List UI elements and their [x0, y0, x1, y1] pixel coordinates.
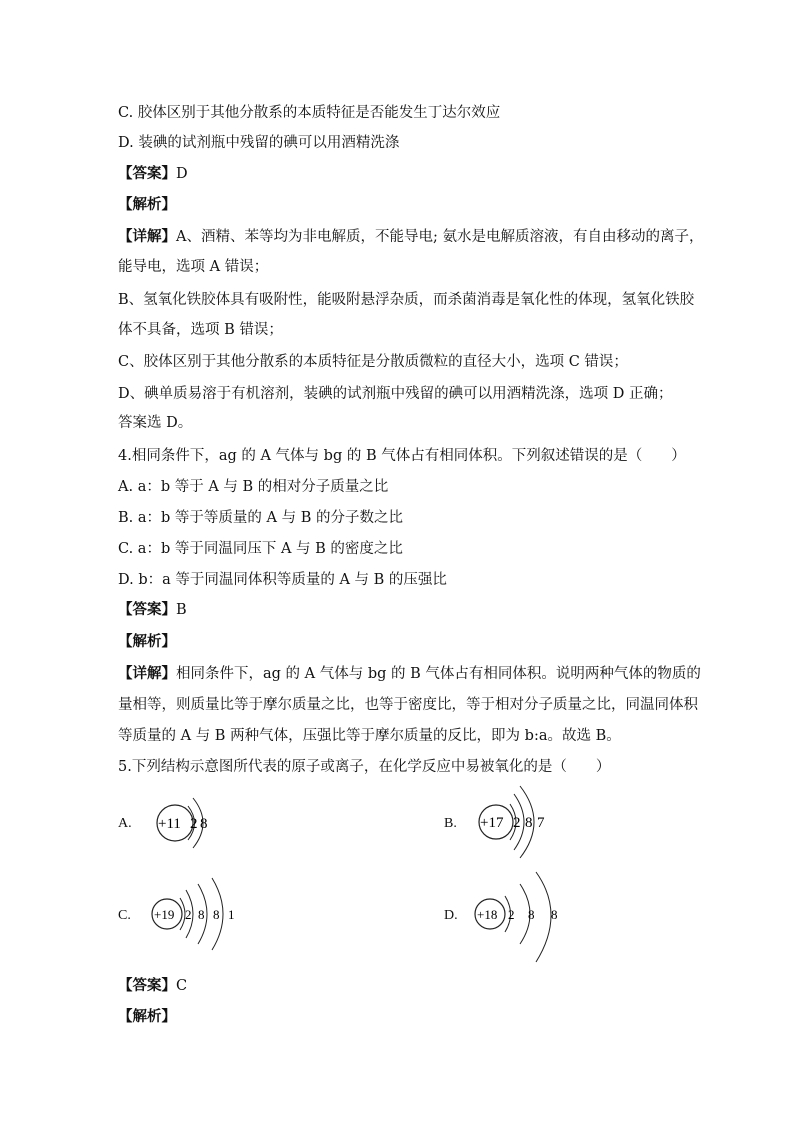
atom-diagram-c [150, 876, 250, 960]
detail-line-1 [118, 227, 703, 247]
analysis-heading-5: 【解析】 [118, 1008, 176, 1025]
shell-count: 2 [508, 907, 515, 922]
nucleus-charge: +11 [158, 816, 181, 832]
answer-tag: 【答案】 [118, 977, 176, 994]
shell-count: 2 [185, 907, 192, 922]
nucleus-charge: +18 [477, 907, 498, 922]
answer-line-4 [118, 600, 187, 620]
answer-value: D [176, 166, 188, 182]
detail-tag: 【详解】 [118, 228, 176, 245]
detail-line-2: 能导电，选项 A 错误； [118, 259, 269, 275]
detail-line-4: 体不具备，选项 B 错误； [118, 322, 283, 338]
shell-count: 1 [228, 907, 235, 922]
detail-line-5: C、胶体区别于其他分散系的本质特征是分散质微粒的直径大小，选项 C 错误； [118, 354, 628, 370]
shell-arc [536, 872, 551, 962]
answer-tag: 【答案】 [118, 165, 176, 182]
detail-text: 相同条件下，ag 的 A 气体与 bg 的 B 气体占有相同体积。说明两种气体的物质的 [176, 666, 701, 682]
q4-detail-line-3: 等质量的 A 与 B 两种气体，压强比等于摩尔质量的反比，即为 b:a。故选 B。 [118, 728, 621, 744]
option-c-text: C. 胶体区别于其他分散系的本质特征是否能发生丁达尔效应 [118, 105, 501, 121]
q4-option-d: D. b：a 等于同温同体积等质量的 A 与 B 的压强比 [118, 572, 447, 588]
answer-value: C [176, 978, 188, 994]
detail-line-3: B、氢氧化铁胶体具有吸附性，能吸附悬浮杂质，而杀菌消毒是氧化性的体现，氢氧化铁胶 [118, 292, 695, 308]
question-5: 5.下列结构示意图所代表的原子或离子，在化学反应中易被氧化的是（ ） [118, 759, 611, 775]
shell-count: 7 [537, 815, 545, 831]
shell-count: 8 [213, 907, 220, 922]
atom-diagram-b [478, 786, 578, 870]
shell-count: 8 [525, 815, 533, 831]
detail-line-7: 答案选 D。 [118, 415, 193, 431]
analysis-heading-3: 【解析】 [118, 196, 176, 213]
answer-value: B [176, 602, 187, 618]
q5-option-a-label: A. [118, 816, 132, 831]
q5-option-d-label: D. [444, 908, 458, 923]
shell-count: 2 [513, 815, 521, 831]
nucleus-charge: +17 [480, 815, 504, 831]
q5-option-c-label: C. [118, 908, 131, 923]
shell-count: 2 [190, 816, 198, 832]
answer-line-3 [118, 164, 188, 184]
q4-detail-line-2: 量相等，则质量比等于摩尔质量之比，也等于密度比，等于相对分子质量之比，同温同体积 [118, 697, 698, 713]
question-4: 4.相同条件下，ag 的 A 气体与 bg 的 B 气体占有相同体积。下列叙述错误的是（ ） [118, 448, 686, 464]
answer-tag: 【答案】 [118, 601, 176, 618]
answer-line-5 [118, 976, 187, 996]
detail-tag: 【详解】 [118, 665, 176, 682]
detail-text: A、酒精、苯等均为非电解质，不能导电; 氨水是电解质溶液，有自由移动的离子， [176, 229, 704, 245]
shell-count: 8 [528, 907, 535, 922]
shell-count: 8 [198, 907, 205, 922]
atom-diagram-a [155, 790, 235, 874]
nucleus-charge: +19 [154, 907, 175, 922]
q4-option-c: C. a：b 等于同温同压下 A 与 B 的密度之比 [118, 541, 403, 557]
q4-detail-line-1 [118, 664, 701, 684]
shell-count: 8 [200, 816, 208, 832]
atom-diagram-d [472, 870, 582, 974]
q5-option-b-label: B. [444, 816, 457, 831]
shell-count: 8 [551, 907, 558, 922]
analysis-heading-4: 【解析】 [118, 633, 176, 650]
q4-option-b: B. a：b 等于等质量的 A 与 B 的分子数之比 [118, 510, 403, 526]
option-d-text: D. 装碘的试剂瓶中残留的碘可以用酒精洗涤 [118, 135, 400, 151]
q4-option-a: A. a：b 等于 A 与 B 的相对分子质量之比 [118, 479, 389, 495]
detail-line-6: D、碘单质易溶于有机溶剂，装碘的试剂瓶中残留的碘可以用酒精洗涤，选项 D 正确； [118, 386, 673, 402]
